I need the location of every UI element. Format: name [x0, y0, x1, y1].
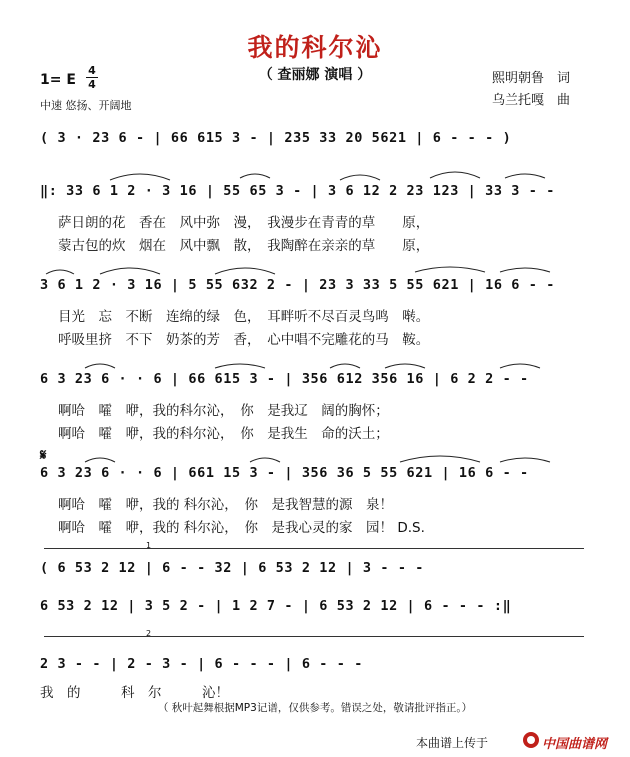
- slur-mark: [415, 267, 485, 272]
- lyrics-row-2-verse1: 萨日朗的花 香在 风中弥 漫， 我漫步在青青的草 原，: [58, 215, 430, 231]
- slur-mark: [505, 174, 545, 178]
- key-signature: 1= E: [40, 72, 76, 88]
- slur-mark: [215, 268, 275, 274]
- singer-credit: （ 查丽娜 演唱 ）: [258, 67, 372, 83]
- lyrics-row-2-verse2: 蒙古包的炊 烟在 风中飘 散， 我陶醉在亲亲的草 原，: [58, 238, 430, 254]
- slur-mark: [430, 172, 480, 178]
- lyrics-row-5-verse2: 啊哈 嚯 咿，我的 科尔沁， 你 是我心灵的家 园！ D.S.: [58, 520, 425, 536]
- notation-row-6: ( 6 53 2 12 | 6 - - 32 | 6 53 2 12 | 3 - - -: [40, 560, 425, 576]
- slur-mark: [46, 270, 74, 274]
- notation-row-3: 3 6 1 2 · 3 16 | 5 55 632 2 - | 23 3 33 5 55 621 | 16 6 - -: [40, 277, 555, 293]
- site-logo-text: 中国曲谱网: [542, 737, 608, 752]
- volta-1-number: 1: [146, 541, 152, 550]
- notation-row-7: 6 53 2 12 | 3 5 2 - | 1 2 7 - | 6 53 2 12 | 6 - - - :‖: [40, 598, 512, 614]
- slur-mark: [240, 174, 270, 178]
- slur-mark: [500, 458, 550, 462]
- volta-2-number: 2: [146, 629, 152, 638]
- lyrics-row-5-verse1: 啊哈 嚯 咿，我的 科尔沁， 你 是我智慧的源 泉！: [58, 497, 394, 513]
- slur-mark: [100, 268, 160, 274]
- upload-note: 本曲谱上传于: [416, 736, 489, 750]
- slur-mark: [400, 456, 480, 462]
- lyrics-row-4-verse2: 啊哈 嚯 咿，我的科尔沁， 你 是我生 命的沃土；: [58, 426, 389, 442]
- slur-mark: [340, 175, 380, 180]
- time-top: 4: [88, 64, 96, 77]
- footnote: （ 秋叶起舞根据MP3记谱，仅供参考。错误之处，敬请批评指正。）: [157, 702, 473, 714]
- composer-credit: 乌兰托嘎 曲: [492, 93, 571, 108]
- lyricist-credit: 熙明朝鲁 词: [492, 71, 571, 86]
- slur-mark: [85, 458, 115, 462]
- lyrics-row-3-verse2: 呼吸里挤 不下 奶茶的芳 香， 心中唱不完雕花的马 鞍。: [58, 332, 430, 348]
- lyrics-row-8: 我 的 科 尔 沁！: [40, 685, 229, 701]
- notation-row-5: 6 3 23 6 · · 6 | 661 15 3 - | 356 36 5 55 621 | 16 6 - -: [40, 465, 529, 481]
- slur-mark: [500, 364, 540, 368]
- notation-row-2: ‖: 33 6 1 2 · 3 16 | 55 65 3 - | 3 6 12 2 23 123 | 33 3 - -: [40, 183, 555, 199]
- slur-mark: [85, 364, 115, 368]
- song-title: 我的科尔沁: [247, 33, 383, 62]
- notation-row-8: 2 3 - - | 2 - 3 - | 6 - - - | 6 - - -: [40, 656, 363, 672]
- segno-sign: 𝄋: [40, 446, 47, 464]
- tempo-marking: 中速 悠扬、开阔地: [40, 99, 132, 112]
- slur-mark: [110, 174, 170, 180]
- lyrics-row-3-verse1: 目光 忘 不断 连绵的绿 色， 耳畔听不尽百灵鸟鸣 啭。: [58, 309, 430, 325]
- slur-mark: [215, 364, 265, 368]
- slur-mark: [385, 364, 425, 368]
- slur-mark: [500, 268, 550, 272]
- time-bottom: 4: [88, 78, 96, 91]
- slur-mark: [330, 364, 360, 368]
- lyrics-row-4-verse1: 啊哈 嚯 咿，我的科尔沁， 你 是我辽 阔的胸怀；: [58, 403, 389, 419]
- notation-row-4: 6 3 23 6 · · 6 | 66 615 3 - | 356 612 356 16 | 6 2 2 - -: [40, 371, 529, 387]
- slur-mark: [250, 458, 280, 462]
- notation-row-intro: ( 3 · 23 6 - | 66 615 3 - | 235 33 20 5621 | 6 - - - ): [40, 130, 512, 146]
